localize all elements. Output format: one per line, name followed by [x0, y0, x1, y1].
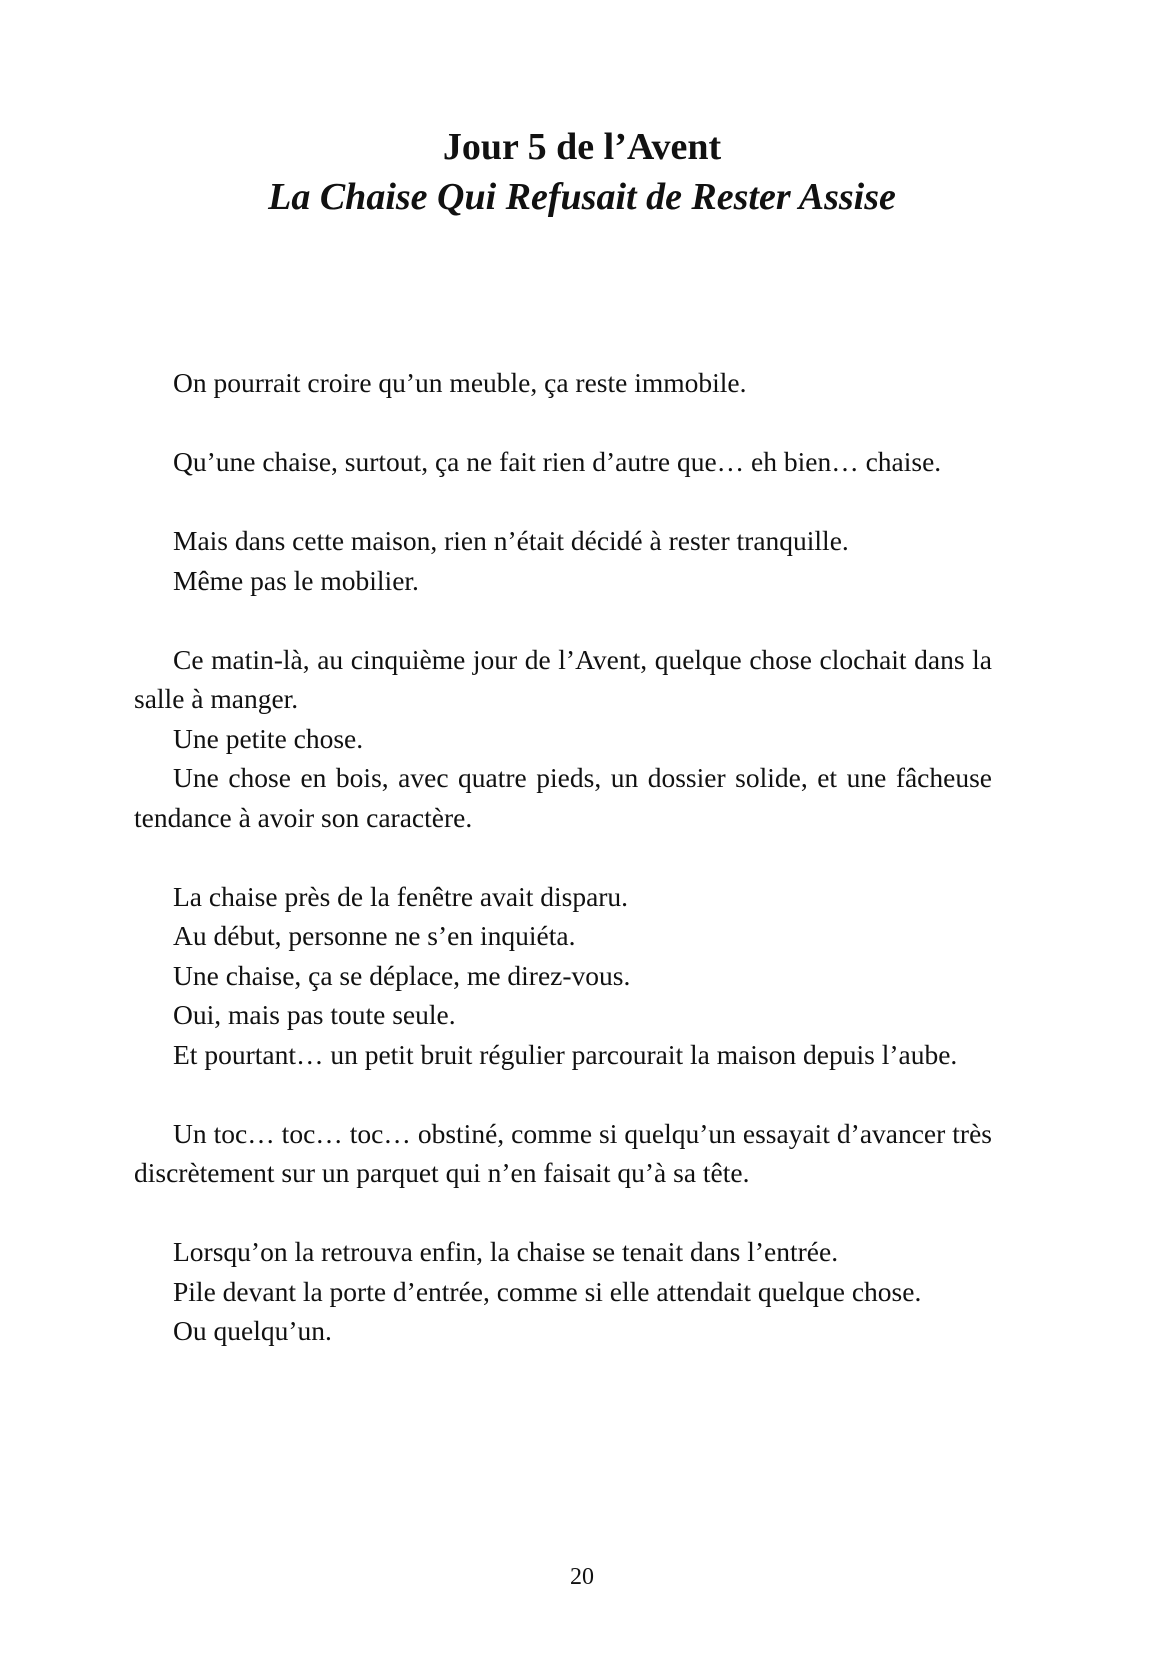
paragraph [134, 1114, 992, 1193]
paragraph-line: Une chose en bois, avec quatre pieds, un dossier solide, et une fâcheuse tendance à avoir son caractère. [134, 762, 992, 833]
paragraph-line: Même pas le mobilier. [173, 564, 419, 596]
paragraph-line: Une petite chose. [173, 722, 364, 754]
paragraph [134, 877, 992, 1075]
paragraph-line: Et pourtant… un petit bruit régulier parcourait la maison depuis l’aube. [173, 1038, 958, 1070]
paragraph [134, 363, 992, 403]
paragraph-line: Pile devant la porte d’entrée, comme si elle attendait quelque chose. [173, 1275, 922, 1307]
paragraph-line: Une chaise, ça se déplace, me direz-vous. [173, 959, 631, 991]
paragraph-line: Ou quelqu’un. [173, 1315, 332, 1346]
paragraph-line: Lorsqu’on la retrouva enfin, la chaise se tenait dans l’entrée. [173, 1236, 839, 1267]
chapter-body [134, 363, 992, 1351]
paragraph [134, 521, 992, 600]
chapter-subtitle: La Chaise Qui Refusait de Rester Assise [268, 176, 896, 218]
paragraph-line: Oui, mais pas toute seule. [173, 999, 456, 1030]
paragraph-line: On pourrait croire qu’un meuble, ça reste immobile. [173, 367, 747, 398]
chapter-heading [0, 122, 1164, 222]
paragraph [134, 442, 992, 482]
paragraph [134, 640, 992, 838]
paragraph-line: Ce matin-là, au cinquième jour de l’Avent, quelque chose clochait dans la salle à manger. [134, 643, 992, 714]
paragraph-line: La chaise près de la fenêtre avait disparu. [173, 880, 629, 912]
paragraph [134, 1232, 992, 1351]
paragraph-line: Qu’une chaise, surtout, ça ne fait rien d’autre que… eh bien… chaise. [173, 446, 942, 477]
paragraph-line: Mais dans cette maison, rien n’était décidé à rester tranquille. [173, 525, 849, 556]
paragraph-line: Au début, personne ne s’en inquiéta. [173, 920, 576, 951]
chapter-title: Jour 5 de l’Avent [442, 126, 722, 168]
paragraph-line: Un toc… toc… toc… obstiné, comme si quelqu’un essayait d’avancer très discrètement sur un parquet qui n’en faisait qu’à sa tête. [134, 1117, 992, 1188]
page-number: 20 [570, 1564, 594, 1590]
